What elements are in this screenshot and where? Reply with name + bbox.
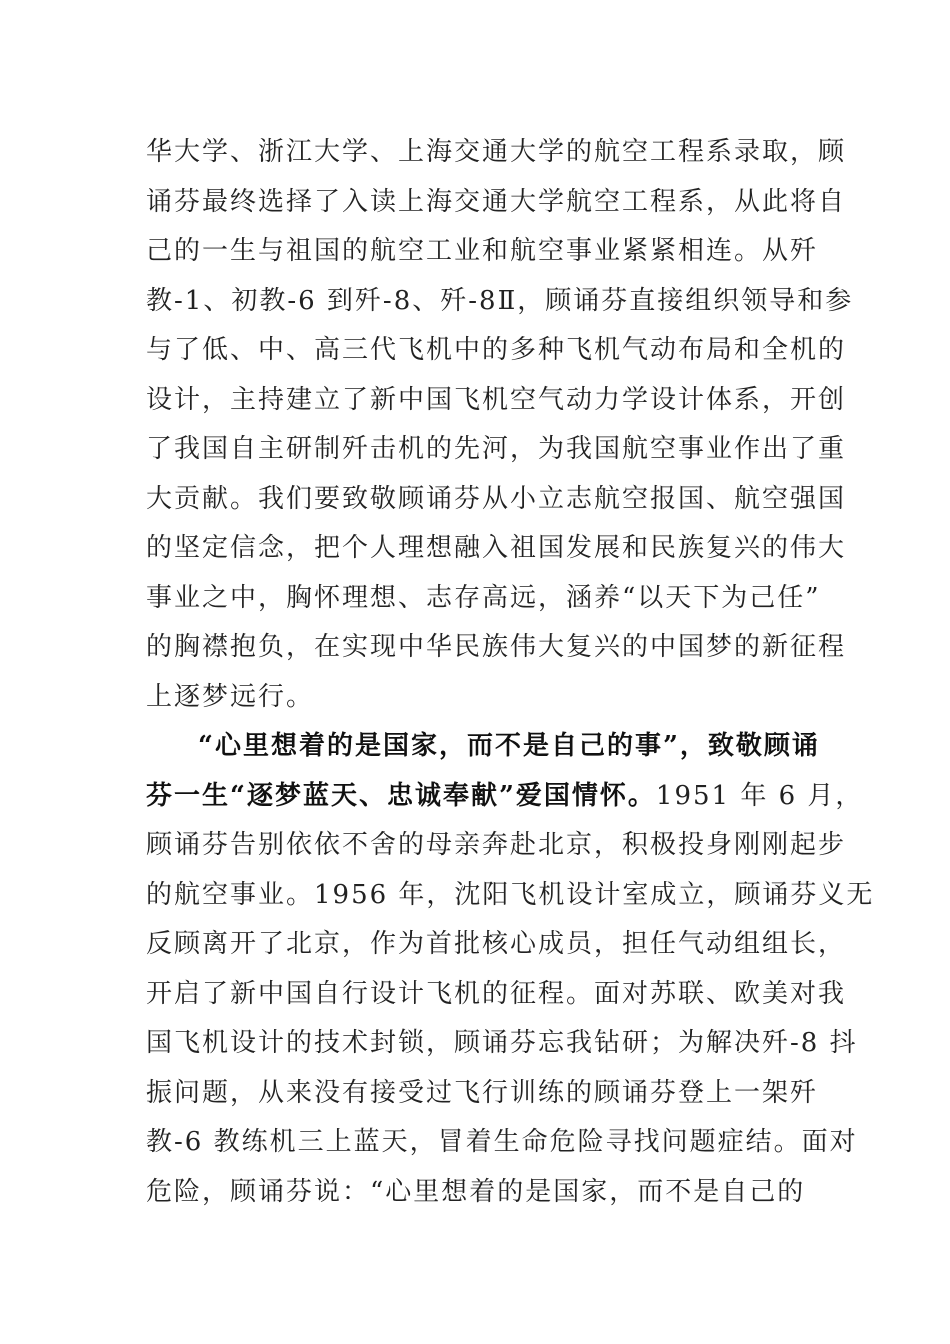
text-line: 的胸襟抱负，在实现中华民族伟大复兴的中国梦的新征程 — [146, 632, 847, 662]
text-line: 上逐梦远行。 — [146, 681, 315, 712]
document-body — [146, 128, 875, 1217]
text-line: 危险，顾诵芬说：“心里想着的是国家，而不是自己的 — [146, 1176, 806, 1207]
text-line: 振问题，从来没有接受过飞行训练的顾诵芬登上一架歼 — [146, 1077, 819, 1108]
text-line: 教-1、初教-6 到歼-8、歼-8Ⅱ，顾诵芬直接组织领导和参 — [146, 285, 854, 316]
section-heading-line — [146, 772, 864, 822]
text-line: 己的一生与祖国的航空工业和航空事业紧紧相连。从歼 — [146, 236, 819, 266]
date-text: 1951 年 6 月， — [655, 780, 864, 811]
text-line: 的坚定信念，把个人理想融入祖国发展和民族复兴的伟大 — [146, 533, 847, 563]
text-line: 了我国自主研制歼击机的先河，为我国航空事业作出了重 — [146, 434, 847, 464]
text-line: 诵芬最终选择了入读上海交通大学航空工程系，从此将自 — [146, 186, 847, 217]
text-line: 教-6 教练机三上蓝天，冒着生命危险寻找问题症结。面对 — [146, 1127, 858, 1157]
text-line: 大贡献。我们要致敬顾诵芬从小立志航空报国、航空强国 — [146, 483, 847, 514]
text-line: 设计，主持建立了新中国飞机空气动力学设计体系，开创 — [146, 384, 847, 415]
text-line: 开启了新中国自行设计飞机的征程。面对苏联、欧美对我 — [146, 978, 847, 1009]
text-line: 顾诵芬告别依依不舍的母亲奔赴北京，积极投身刚刚起步 — [146, 830, 847, 860]
text-line: 与了低、中、高三代飞机中的多种飞机气动布局和全机的 — [146, 335, 847, 365]
text-line: 国飞机设计的技术封锁，顾诵芬忘我钻研；为解决歼-8 抖 — [146, 1028, 858, 1058]
section-heading-line: “心里想着的是国家，而不是自己的事”，致敬顾诵 — [198, 731, 820, 761]
text-line: 华大学、浙江大学、上海交通大学的航空工程系录取，顾 — [146, 137, 847, 167]
section-heading-text: 芬一生“逐梦蓝天、忠诚奉献”爱国情怀。 — [146, 780, 656, 811]
text-line: 的航空事业。1956 年，沈阳飞机设计室成立，顾诵芬义无 — [146, 879, 875, 910]
text-line: 反顾离开了北京，作为首批核心成员，担任气动组组长， — [146, 929, 847, 959]
text-line: 事业之中，胸怀理想、志存高远，涵养“以天下为己任” — [146, 582, 821, 613]
